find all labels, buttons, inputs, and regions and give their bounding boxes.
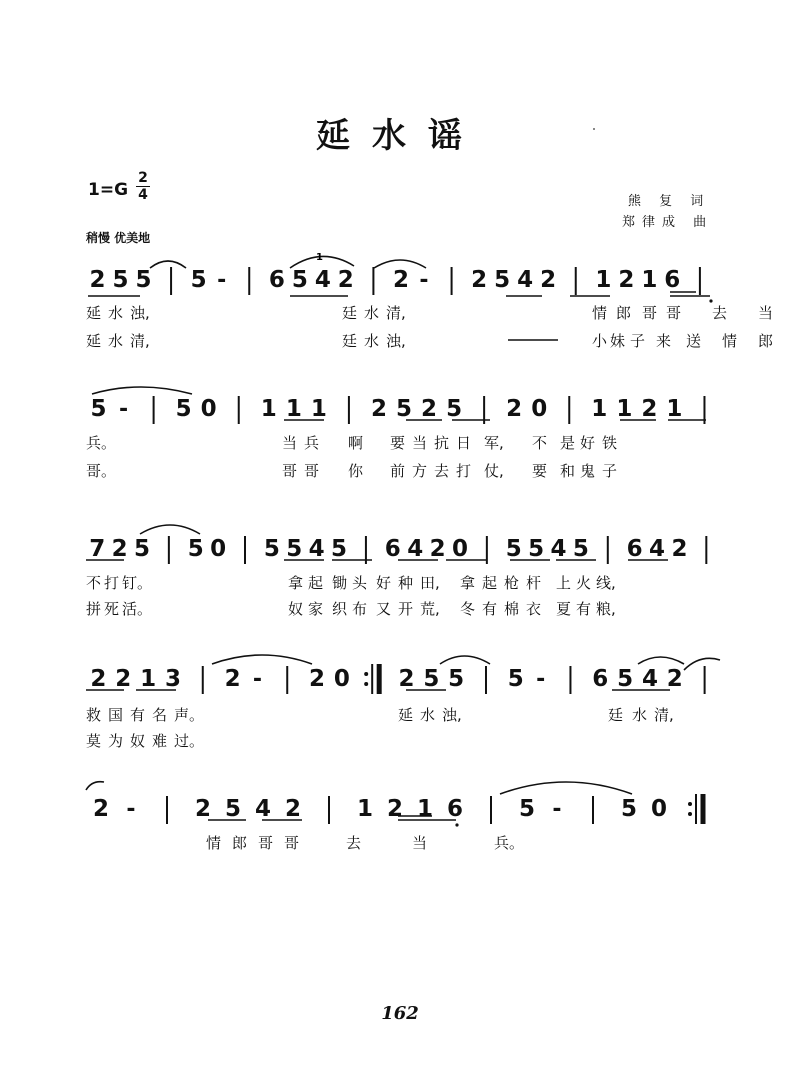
lyric-syllable-verse-2: 方 xyxy=(412,462,428,480)
note: 2 xyxy=(618,267,635,293)
repeat-dot xyxy=(688,812,692,816)
note: 1 xyxy=(140,666,157,692)
lyricist-credit: 熊 复 词 xyxy=(628,194,711,209)
lyric-syllable-verse-2: 死 xyxy=(104,600,120,618)
slur-mark xyxy=(638,657,684,664)
note: 5 xyxy=(112,267,129,293)
lyric-syllable-verse-1: 哥 xyxy=(642,304,658,322)
lyric-syllable-verse-1: 田, xyxy=(420,574,440,592)
lyric-syllable-verse-1: 水 xyxy=(420,706,436,724)
note: 1 xyxy=(416,796,434,822)
note: 6 xyxy=(268,267,285,293)
lyric-syllable-verse-1: 日 xyxy=(456,434,472,452)
lyric-syllable-verse-2: 鬼 xyxy=(580,462,596,480)
row-5-lyrics xyxy=(206,834,524,852)
note: 2 xyxy=(92,796,110,822)
note: 6 xyxy=(626,536,643,562)
key-signature: 1=G xyxy=(88,180,129,200)
lyric-syllable-verse-2: 延 xyxy=(86,332,102,350)
lyric-syllable-verse-2: 去 xyxy=(434,462,450,480)
repeat-dot xyxy=(364,672,368,676)
note: 2 xyxy=(398,666,415,692)
tempo-marking: 稍慢 优美地 xyxy=(86,231,151,245)
lyric-syllable-verse-1: 当 xyxy=(412,834,428,852)
lyric-syllable-verse-2: 冬 xyxy=(460,600,476,618)
lyric-syllable-verse-1: 种 xyxy=(398,574,414,592)
time-signature-denominator: 4 xyxy=(136,186,150,203)
lyric-syllable-verse-2: 粮, xyxy=(596,600,616,618)
lyric-syllable-verse-2: 情 xyxy=(722,332,738,350)
lyric-syllable-verse-1: 情 xyxy=(206,834,222,852)
note: 5 xyxy=(291,267,308,293)
time-signature xyxy=(136,170,150,203)
note: 2 xyxy=(90,666,107,692)
lyric-syllable-verse-2: 莫 xyxy=(86,732,102,750)
lyric-syllable-verse-1: 不 xyxy=(86,574,102,592)
note: 5 xyxy=(572,536,589,562)
repeat-barline xyxy=(688,794,703,824)
note: 5 xyxy=(286,536,303,562)
staff-row-3 xyxy=(0,500,800,620)
grace-note-1: 1 xyxy=(316,252,323,263)
tie-mark xyxy=(140,525,200,534)
note: 1 xyxy=(285,396,302,422)
dash-note: - xyxy=(217,268,227,293)
lyric-syllable-verse-1: 不 xyxy=(532,434,548,452)
lyric-syllable-verse-1: 廷 xyxy=(342,304,358,322)
lyric-syllable-verse-2: 清, xyxy=(130,332,150,350)
lyric-syllable-verse-2: 你 xyxy=(348,462,364,480)
note: 2 xyxy=(370,396,387,422)
note: 0 xyxy=(531,396,548,422)
lyric-syllable-verse-2: 难 xyxy=(152,732,168,750)
repeat-dot xyxy=(688,802,692,806)
lyric-syllable-verse-1: 哥 xyxy=(258,834,274,852)
lyric-syllable-verse-1: 上 xyxy=(556,574,572,592)
lyric-syllable-verse-1: 情 xyxy=(592,304,608,322)
lyric-syllable-verse-2: 奴 xyxy=(288,600,304,618)
lyric-syllable-verse-1: 去 xyxy=(712,304,728,322)
lyric-syllable-verse-1: 延 xyxy=(86,304,102,322)
note: 2 xyxy=(429,536,446,562)
tie-mark xyxy=(500,782,632,794)
staff-row-1 xyxy=(0,240,800,360)
lyric-syllable-verse-1: 火 xyxy=(576,574,592,592)
note: 2 xyxy=(386,796,404,822)
lyric-syllable-verse-1: 杆 xyxy=(526,574,542,592)
lyric-syllable-verse-2: 廷 xyxy=(342,332,358,350)
staff-row-5 xyxy=(0,760,800,870)
dash-note: - xyxy=(552,797,562,822)
lyric-syllable-verse-2: 打 xyxy=(456,462,472,480)
lyric-syllable-verse-1: 延 xyxy=(398,706,414,724)
lyric-syllable-verse-1: 起 xyxy=(482,574,498,592)
lyric-syllable-verse-1: 打 xyxy=(104,574,120,592)
lyric-syllable-verse-1: 当 xyxy=(412,434,428,452)
note: 5 xyxy=(446,396,463,422)
note: 5 xyxy=(190,267,207,293)
lyric-syllable-verse-2: 哥 xyxy=(282,462,298,480)
lyric-syllable-verse-2: 哥。 xyxy=(86,462,117,480)
note: 1 xyxy=(595,267,612,293)
note: 4 xyxy=(407,536,424,562)
lyric-syllable-verse-1: 当 xyxy=(282,434,298,452)
note: 1 xyxy=(616,396,633,422)
lyric-syllable-verse-2: 要 xyxy=(532,462,548,480)
lyric-syllable-verse-1: 啊 xyxy=(348,434,364,452)
lyric-syllable-verse-2: 家 xyxy=(308,600,324,618)
note: 2 xyxy=(111,536,128,562)
lyric-syllable-verse-2: 有 xyxy=(576,600,592,618)
lyric-syllable-verse-2: 布 xyxy=(352,600,368,618)
lyric-syllable-verse-1: 要 xyxy=(390,434,406,452)
lyric-syllable-verse-2: 织 xyxy=(332,600,348,618)
lyric-syllable-verse-2: 浊, xyxy=(386,332,406,350)
note: 4 xyxy=(641,666,658,692)
note: 5 xyxy=(494,267,511,293)
lyric-syllable-verse-2: 又 xyxy=(376,600,392,618)
note: 5 xyxy=(224,796,242,822)
repeat-barline xyxy=(364,664,379,694)
lyric-syllable-verse-2: 哥 xyxy=(304,462,320,480)
note: 5 xyxy=(90,396,107,422)
lyric-syllable-verse-2: 有 xyxy=(482,600,498,618)
row-4-lyrics xyxy=(86,706,674,750)
lyric-syllable-verse-1: 军, xyxy=(484,434,504,452)
lyric-syllable-verse-1: 当 xyxy=(758,304,774,322)
octave-dot xyxy=(709,299,712,302)
note: 5 xyxy=(505,536,522,562)
note: 0 xyxy=(200,396,217,422)
lyric-syllable-verse-2: 水 xyxy=(108,332,124,350)
lyric-syllable-verse-2: 和 xyxy=(560,462,576,480)
note: 6 xyxy=(384,536,401,562)
note: 5 xyxy=(620,796,638,822)
note: 5 xyxy=(518,796,536,822)
note: 2 xyxy=(671,536,688,562)
note: 1 xyxy=(310,396,327,422)
note: 2 xyxy=(421,396,438,422)
lyric-syllable-verse-1: 有 xyxy=(130,706,146,724)
lyric-syllable-verse-1: 枪 xyxy=(504,574,520,592)
note: 2 xyxy=(284,796,302,822)
note: 5 xyxy=(617,666,634,692)
lyric-syllable-verse-2: 妹 xyxy=(610,332,626,350)
note: 0 xyxy=(650,796,668,822)
note: 0 xyxy=(451,536,468,562)
lyric-syllable-verse-2: 来 xyxy=(656,332,672,350)
staff-row-2 xyxy=(0,370,800,490)
note: 4 xyxy=(314,267,331,293)
lyric-syllable-verse-1: 锄 xyxy=(332,574,348,592)
note: 2 xyxy=(309,666,326,692)
lyric-syllable-verse-2: 为 xyxy=(108,732,124,750)
lyric-syllable-verse-1: 起 xyxy=(308,574,324,592)
note: 4 xyxy=(254,796,272,822)
lyric-syllable-verse-2: 送 xyxy=(686,332,702,350)
dash-note: - xyxy=(118,397,129,422)
lyric-syllable-verse-2: 郎 xyxy=(758,332,774,350)
note: 7 xyxy=(89,536,106,562)
staff-row-4 xyxy=(0,630,800,760)
row-1-marks xyxy=(88,252,713,340)
page-number: 162 xyxy=(381,1003,419,1024)
note: 2 xyxy=(392,267,410,293)
note: 5 xyxy=(423,666,440,692)
note: 2 xyxy=(194,796,212,822)
dash-note: - xyxy=(252,667,262,692)
lyric-syllable-verse-1: 兵。 xyxy=(86,434,117,452)
note: 2 xyxy=(115,666,132,692)
lyric-syllable-verse-1: 水 xyxy=(364,304,380,322)
lyric-syllable-verse-2: 拼 xyxy=(86,600,102,618)
lyric-syllable-verse-1: 拿 xyxy=(460,574,476,592)
note: 5 xyxy=(175,396,192,422)
row-5-notes xyxy=(93,794,703,824)
note: 2 xyxy=(224,666,241,692)
composer-credit: 郑律成 曲 xyxy=(622,215,714,230)
lyric-syllable-verse-2: 衣 xyxy=(526,600,542,618)
note: 5 xyxy=(187,536,204,562)
lyric-syllable-verse-1: 拿 xyxy=(288,574,304,592)
lyric-syllable-verse-2: 棉 xyxy=(504,600,520,618)
note: 5 xyxy=(331,536,348,562)
lyric-syllable-verse-1: 水 xyxy=(108,304,124,322)
lyric-syllable-verse-2: 水 xyxy=(364,332,380,350)
lyric-syllable-verse-2: 开 xyxy=(398,600,414,618)
lyric-syllable-verse-1: 抗 xyxy=(434,434,450,452)
note: 6 xyxy=(446,796,464,822)
lyric-syllable-verse-1: 是 xyxy=(560,434,576,452)
lyric-syllable-verse-1: 水 xyxy=(632,706,648,724)
note: 2 xyxy=(506,396,523,422)
lyric-syllable-verse-2: 活。 xyxy=(122,600,153,618)
lyric-syllable-verse-2: 荒, xyxy=(420,600,440,618)
note: 1 xyxy=(641,267,658,293)
note: 0 xyxy=(210,536,227,562)
note: 1 xyxy=(591,396,608,422)
note: 4 xyxy=(550,536,567,562)
tie-mark xyxy=(684,658,720,670)
dash-note: - xyxy=(126,797,136,822)
lyric-syllable-verse-2: 奴 xyxy=(130,732,146,750)
note: 4 xyxy=(308,536,325,562)
tie-mark xyxy=(150,261,186,268)
lyric-syllable-verse-1: 清, xyxy=(654,706,674,724)
song-title: 延水谣 xyxy=(316,116,484,156)
lyric-syllable-verse-1: 哥 xyxy=(284,834,300,852)
lyric-syllable-verse-1: 好 xyxy=(580,434,596,452)
lyric-syllable-verse-1: 名 xyxy=(152,706,168,724)
lyric-syllable-verse-2: 仗, xyxy=(484,462,504,480)
octave-dot xyxy=(455,823,458,826)
row-3-lyrics xyxy=(86,574,616,618)
lyric-syllable-verse-2: 小 xyxy=(592,332,608,350)
note: 5 xyxy=(263,536,280,562)
note: 6 xyxy=(664,267,681,293)
row-3-notes xyxy=(89,536,706,564)
repeat-dot xyxy=(364,682,368,686)
lyric-syllable-verse-1: 头 xyxy=(352,574,368,592)
lyric-syllable-verse-1: 兵。 xyxy=(494,834,525,852)
lyric-syllable-verse-1: 郎 xyxy=(616,304,632,322)
dash-note: - xyxy=(536,667,546,692)
lyric-syllable-verse-1: 浊, xyxy=(442,706,462,724)
tie-mark xyxy=(212,655,312,664)
row-2-lyrics xyxy=(86,434,617,480)
note: 5 xyxy=(133,536,150,562)
note: 5 xyxy=(395,396,413,422)
tie-mark xyxy=(86,782,104,790)
lyric-syllable-verse-1: 清, xyxy=(386,304,406,322)
lyric-syllable-verse-1: 线, xyxy=(596,574,616,592)
note: 2 xyxy=(337,267,354,293)
lyric-syllable-verse-1: 铁 xyxy=(602,434,618,452)
note: 1 xyxy=(260,396,277,422)
lyric-syllable-verse-2: 夏 xyxy=(556,600,572,618)
lyric-syllable-verse-1: 郎 xyxy=(232,834,248,852)
note: 6 xyxy=(592,666,609,692)
note: 3 xyxy=(164,666,181,692)
note: 5 xyxy=(528,536,545,562)
note: 2 xyxy=(666,666,683,692)
lyric-syllable-verse-1: 兵 xyxy=(304,434,320,452)
lyric-syllable-verse-2: 过。 xyxy=(174,732,205,750)
lyric-syllable-verse-2: 子 xyxy=(630,332,646,350)
lyric-syllable-verse-1: 好 xyxy=(376,574,392,592)
note: 1 xyxy=(666,396,683,422)
note: 2 xyxy=(540,267,557,293)
tie-mark xyxy=(92,387,192,394)
lyric-syllable-verse-1: 去 xyxy=(346,834,362,852)
time-signature-numerator: 2 xyxy=(138,170,148,186)
note: 4 xyxy=(649,536,666,562)
note: 5 xyxy=(135,267,152,293)
lyric-syllable-verse-1: 钉。 xyxy=(122,574,153,592)
note: 4 xyxy=(517,267,534,293)
lyric-syllable-verse-2: 前 xyxy=(390,462,406,480)
tie-mark xyxy=(440,656,490,664)
lyric-syllable-verse-1: 哥 xyxy=(666,304,682,322)
note: 2 xyxy=(89,267,106,293)
lyric-syllable-verse-1: 声。 xyxy=(174,706,205,724)
lyric-syllable-verse-1: 廷 xyxy=(608,706,624,724)
row-1-notes xyxy=(89,267,699,295)
note: 5 xyxy=(448,666,465,692)
lyric-syllable-verse-1: 国 xyxy=(108,706,124,724)
row-1-lyrics xyxy=(86,304,773,350)
note: 2 xyxy=(641,396,658,422)
note: 1 xyxy=(356,796,374,822)
lyric-syllable-verse-1: 浊, xyxy=(130,304,150,322)
row-2-notes xyxy=(91,396,705,424)
note: 5 xyxy=(507,666,524,692)
dash-note: - xyxy=(419,268,429,293)
note: 0 xyxy=(333,666,350,692)
lyric-syllable-verse-2: 子 xyxy=(602,462,618,480)
lyric-syllable-verse-1: 救 xyxy=(86,706,102,724)
note: 2 xyxy=(471,267,488,293)
